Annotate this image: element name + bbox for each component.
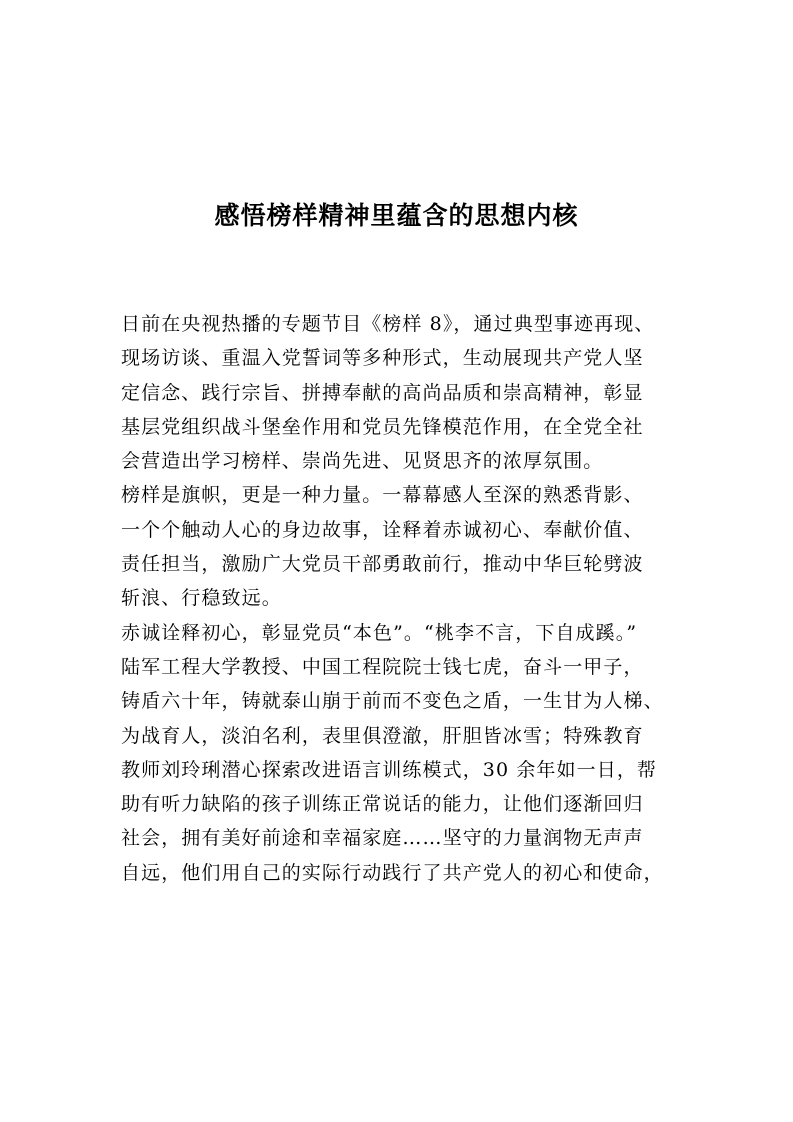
text-line: 责任担当，激励广大党员干部勇敢前行，推动中华巨轮劈波 [121,553,644,576]
text-line: 日前在央视热播的专题节目《榜样 8》，通过典型事迹再现、 [121,313,655,335]
text-line: 铸盾六十年，铸就泰山崩于前而不变色之盾，一生甘为人梯、 [121,690,664,713]
text-line: 一个个触动人心的身边故事，诠释着赤诚初心、奉献价值、 [121,518,644,541]
text-line: 现场访谈、重温入党誓词等多种形式，生动展现共产党人坚 [121,347,644,370]
text-line: 基层党组织战斗堡垒作用和党员先锋模范作用，在全党全社 [121,415,644,438]
text-line: 自远，他们用自己的实际行动践行了共产党人的初心和使命， [121,861,664,884]
text-line: 斩浪、行稳致远。 [121,587,282,610]
text-line: 定信念、践行宗旨、拼搏奉献的高尚品质和崇高精神，彰显 [121,381,644,404]
text-line: 榜样是旗帜，更是一种力量。一幕幕感人至深的熟悉背影、 [121,484,644,507]
text-line: 陆军工程大学教授、中国工程院院士钱七虎，奋斗一甲子， [121,655,644,678]
text-line: 为战育人，淡泊名利，表里俱澄澈，肝胆皆冰雪；特殊教育 [121,724,644,747]
document-title: 感悟榜样精神里蕴含的思想内核 [214,201,579,230]
text-line: 会营造出学习榜样、崇尚先进、见贤思齐的浓厚氛围。 [121,450,604,473]
text-line: 赤诚诠释初心，彰显党员“本色”。“桃李不言，下自成蹊。” [121,621,638,644]
document-body [121,307,681,890]
text-line: 社会，拥有美好前途和幸福家庭……坚守的力量润物无声声 [121,827,644,850]
text-line: 教师刘玲琍潜心探索改进语言训练模式，30 余年如一日，帮 [121,758,658,781]
text-line: 助有听力缺陷的孩子训练正常说话的能力，让他们逐渐回归 [121,793,644,816]
